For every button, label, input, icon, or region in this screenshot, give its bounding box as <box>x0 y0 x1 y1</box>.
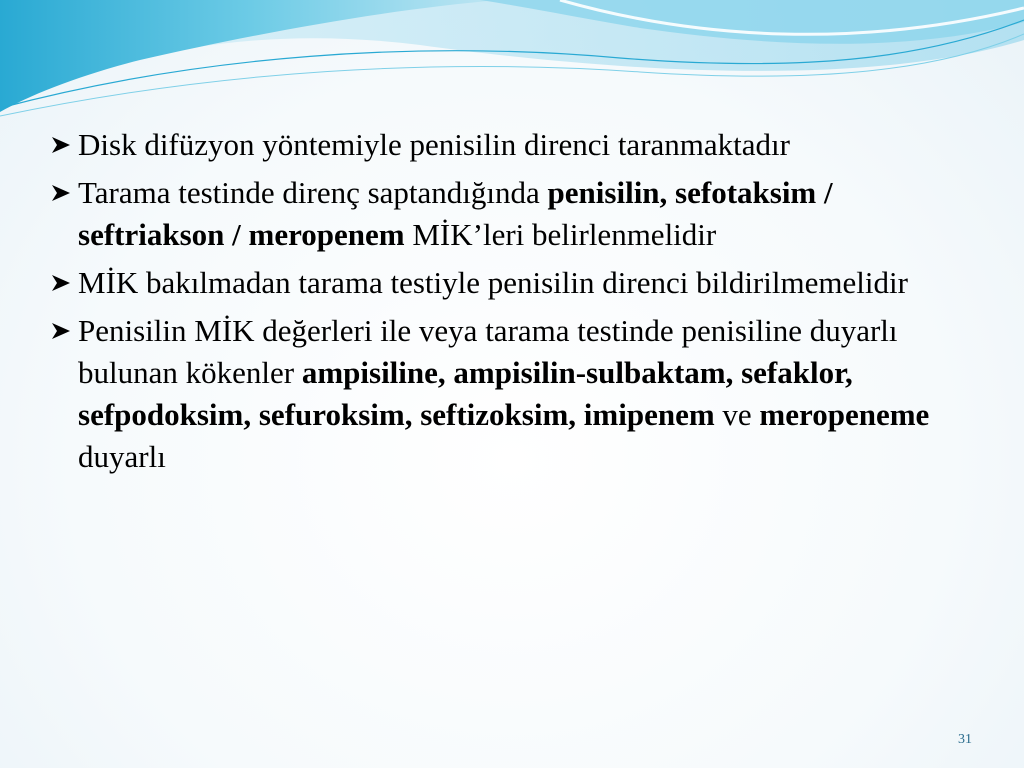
page-number: 31 <box>958 732 972 747</box>
bullet-text-plain: ve <box>714 397 760 432</box>
bullet-text <box>78 310 970 478</box>
bullet-text-plain: Penisilin MİK değerleri ile veya tarama testinde penisiline duyarlı bulunan kökenler <box>78 313 898 390</box>
bullet-text-bold: penisilin, sefotaksim / seftriakson / meropenem <box>78 175 833 252</box>
bullet-text: MİK bakılmadan tarama testiyle penisilin direnci bildirilmemelidir <box>78 265 908 300</box>
bullet-text-bold: meropeneme <box>759 397 930 432</box>
bullet-text: Disk difüzyon yöntemiyle penisilin direnci taranmaktadır <box>78 127 790 162</box>
bullet-text <box>78 172 970 256</box>
bullet-list <box>50 124 970 484</box>
bullet-item <box>50 124 970 166</box>
bullet-item <box>50 172 970 256</box>
bullet-text-plain: Tarama testinde direnç saptandığında <box>78 175 548 210</box>
arrowhead-bullet-icon <box>50 124 78 166</box>
bullet-text-plain: duyarlı <box>78 439 166 474</box>
bullet-text-plain: MİK’leri belirlenmelidir <box>404 217 717 252</box>
bullet-text-bold: ampisiline, ampisilin-sulbaktam, sefaklor, sefpodoksim, sefuroksim, seftizoksim, imipenem <box>78 355 853 432</box>
arrowhead-bullet-icon <box>50 262 78 304</box>
arrowhead-bullet-icon <box>50 310 78 352</box>
bullet-item <box>50 262 970 304</box>
arrowhead-bullet-icon <box>50 172 78 214</box>
header-wave-decoration <box>0 0 1024 130</box>
bullet-item <box>50 310 970 478</box>
